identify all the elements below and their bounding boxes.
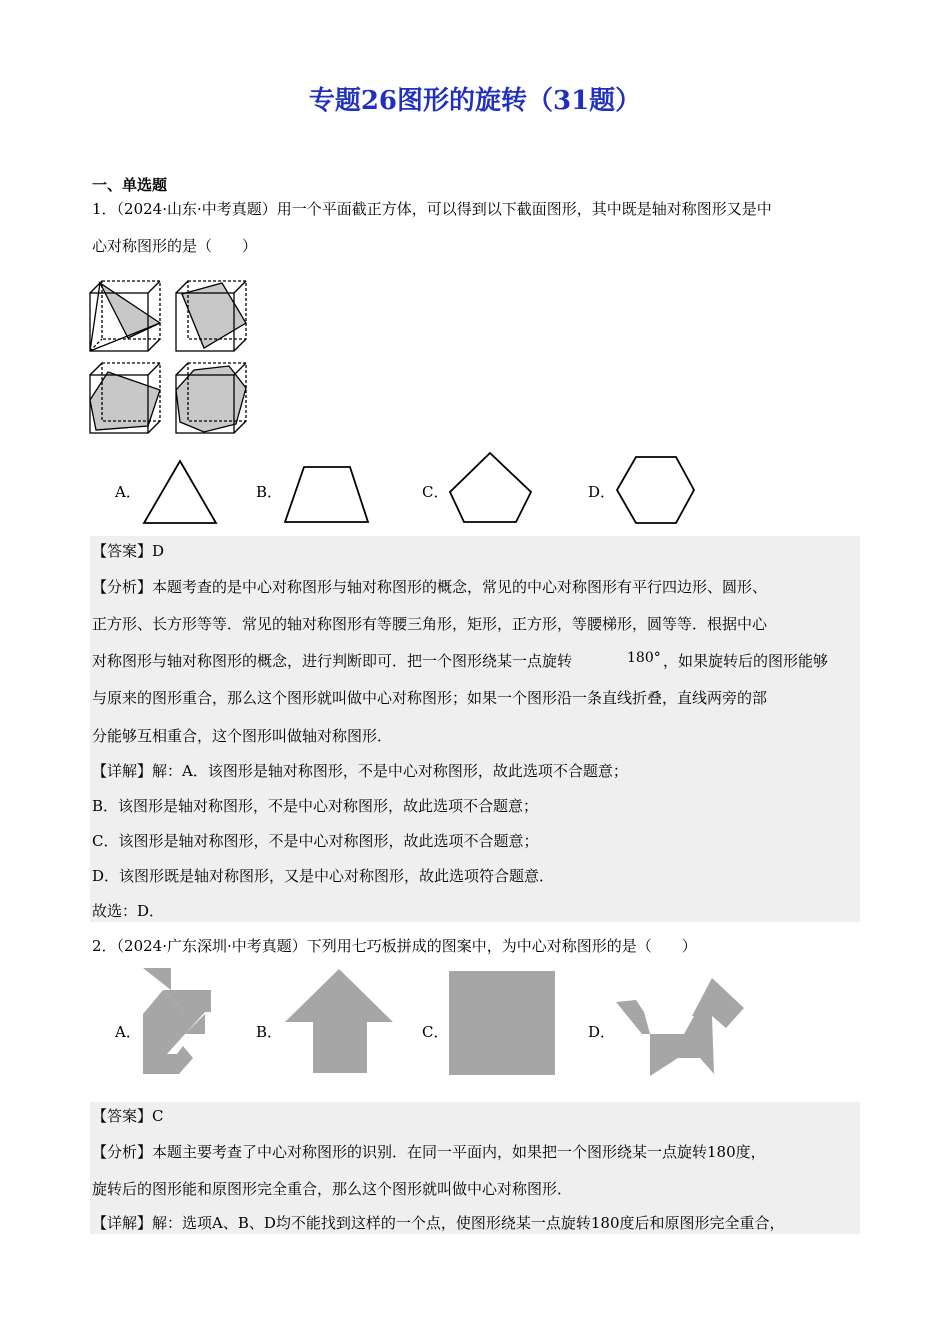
tangram-figure-b xyxy=(283,967,395,1073)
q1-analysis-line3b: ，如果旋转后的图形能够 xyxy=(663,652,829,670)
q1-analysis-line3: 对称图形与轴对称图形的概念，进行判断即可．把一个图形绕某一点旋转 xyxy=(92,652,573,670)
triangle-shape xyxy=(142,459,222,525)
q1-analysis-line2: 正方形、长方形等等．常见的轴对称图形有等腰三角形，矩形，正方形，等腰梯形，圆等等．根据中心 xyxy=(92,615,768,633)
cube-pentagon-section xyxy=(90,363,160,433)
hexagon-shape xyxy=(614,454,698,526)
q1-detail-line5: 故选：D． xyxy=(92,902,165,920)
q2-analysis-line2: 旋转后的图形能和原图形完全重合，那么这个图形就叫做中心对称图形． xyxy=(92,1180,573,1198)
q1-option-b-label[interactable]: B． xyxy=(256,483,283,501)
tangram-figure-c xyxy=(449,971,555,1075)
q1-analysis-line5: 分能够互相重合，这个图形叫做轴对称图形． xyxy=(92,727,393,745)
q2-option-c-label[interactable]: C． xyxy=(422,1023,449,1041)
q1-text-line2: 心对称图形的是（ ） xyxy=(92,237,258,255)
q1-option-d-label[interactable]: D． xyxy=(588,483,616,501)
cube-figures xyxy=(88,278,248,433)
q1-detail-line1: 【详解】解：A．该图形是轴对称图形，不是中心对称图形，故此选项不合题意； xyxy=(92,762,628,780)
q1-detail-line3: C．该图形是轴对称图形，不是中心对称图形，故此选项不合题意； xyxy=(92,832,539,850)
tangram-figure-d xyxy=(614,976,746,1076)
q1-analysis-line4: 与原来的图形重合，那么这个图形就叫做中心对称图形；如果一个图形沿一条直线折叠，直线两旁的部 xyxy=(92,689,768,707)
q1-detail-line2: B．该图形是轴对称图形，不是中心对称图形，故此选项不合题意； xyxy=(92,797,539,815)
cube-hexagon-section xyxy=(176,363,246,433)
q2-option-a-label[interactable]: A． xyxy=(115,1023,141,1041)
q2-answer: 【答案】C xyxy=(92,1107,164,1125)
q1-option-a-label[interactable]: A． xyxy=(115,483,141,501)
page-title: 专题26图形的旋转（31题） xyxy=(308,86,642,116)
pentagon-shape xyxy=(448,450,534,526)
q2-option-b-label[interactable]: B． xyxy=(256,1023,283,1041)
q1-option-c-label[interactable]: C． xyxy=(422,483,449,501)
angle-value: 180° xyxy=(627,650,661,666)
q1-text-line1: 1．（2024·山东·中考真题）用一个平面截正方体，可以得到以下截面图形，其中既是轴对称图形又是中 xyxy=(92,200,772,218)
q2-detail-line1: 【详解】解：选项A、B、D均不能找到这样的一个点，使图形绕某一点旋转180度后和原图形完全重合， xyxy=(92,1214,785,1232)
q1-answer: 【答案】D xyxy=(92,542,165,560)
tangram-figure-a xyxy=(141,966,213,1076)
trapezoid-shape xyxy=(282,465,372,525)
q1-analysis-line1: 【分析】本题考查的是中心对称图形与轴对称图形的概念，常见的中心对称图形有平行四边形、圆形、 xyxy=(92,578,768,596)
cube-trapezoid-section xyxy=(176,281,246,351)
q2-option-d-label[interactable]: D． xyxy=(588,1023,616,1041)
section-heading: 一、单选题 xyxy=(92,176,168,194)
q1-detail-line4: D．该图形既是轴对称图形，又是中心对称图形，故此选项符合题意． xyxy=(92,867,555,885)
q2-analysis-line1: 【分析】本题主要考查了中心对称图形的识别．在同一平面内，如果把一个图形绕某一点旋转180度， xyxy=(92,1143,766,1161)
q2-text-line1: 2．（2024·广东深圳·中考真题）下列用七巧板拼成的图案中，为中心对称图形的是（ ） xyxy=(92,937,697,955)
cube-triangle-section xyxy=(90,281,160,351)
